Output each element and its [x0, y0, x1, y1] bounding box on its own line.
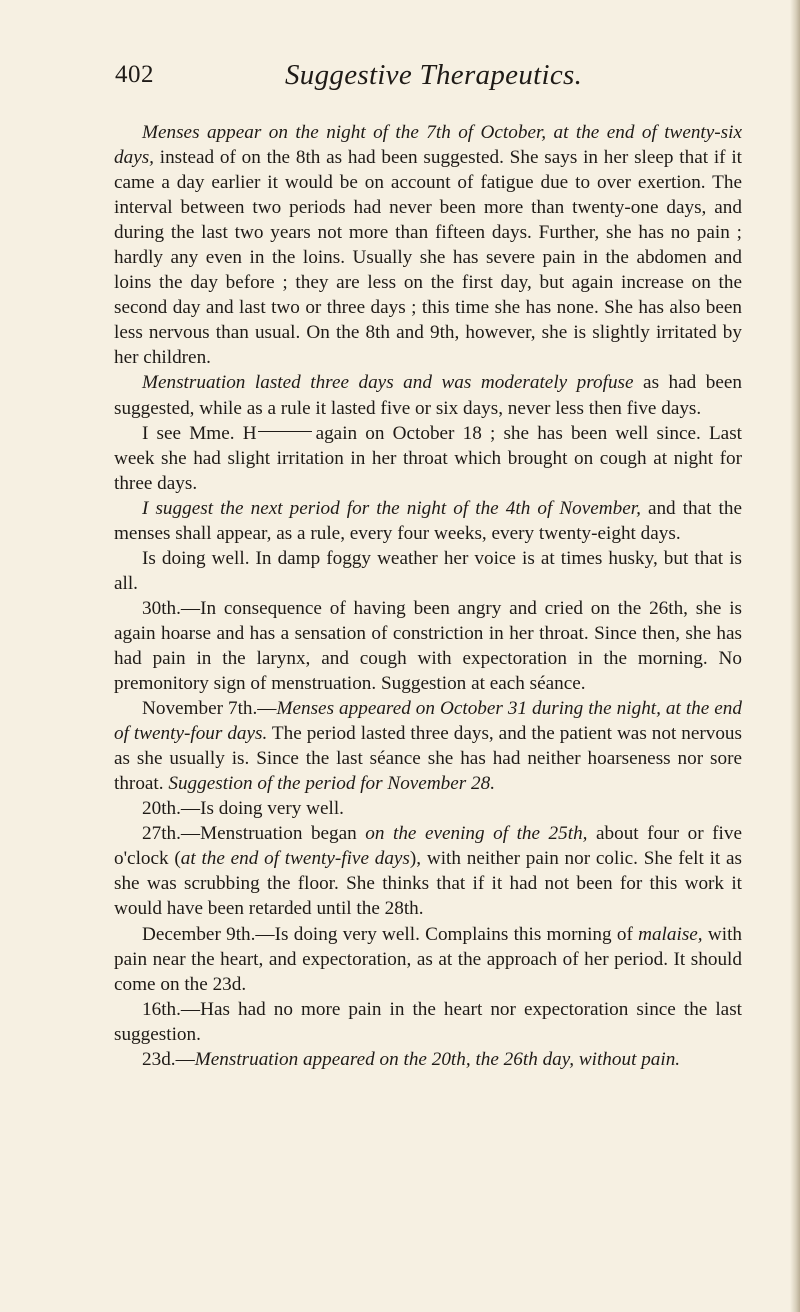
text-run: November 7th.— — [142, 698, 277, 720]
text-run: instead of on the 8th as had been suggested. She says in her sleep that if it came a day earlier it would be on account of fatigue due to over exertion. The interval between two periods had never been more than twenty-one days, and during the last two years not more than fifteen days. Further, she has no pain ; hardly any even in the loins. Usually she has severe pain in the abdomen and loins the day before ; they are less on the first day, but again increase on the second day and last two or three days ; this time she has none. She has also been less nervous than usual. On the 8th and 9th, however, she is slightly irritated by her children. — [114, 147, 742, 369]
page-header — [115, 57, 743, 97]
italic-phrase: Suggestion of the period for November 28. — [168, 773, 496, 795]
paragraph-4 — [114, 496, 742, 546]
text-run: ), with neither pain nor colic. She felt it as she was scrubbing the floor. She thinks that if it had not been for this work it would have been retarded until the 28th. — [114, 848, 743, 920]
text-run: about four or five o'clock ( — [114, 823, 742, 870]
name-redaction-dash — [258, 431, 312, 432]
paragraph-6: 30th.—In consequence of having been angry and cried on the 26th, she is again hoarse and has a sensation of constriction in her throat. Since then, she has had pain in the larynx, and cough with expectoration in the morning. No premonitory sign of menstruation. Suggestion at each séance. — [114, 597, 742, 695]
paragraph-12 — [114, 1047, 742, 1072]
italic-phrase: Menses appeared on October 31 during the night, at the end of twenty-four days. — [114, 698, 742, 745]
paragraph-11: 16th.—Has had no more pain in the heart nor expectoration since the last suggestion. — [114, 998, 742, 1045]
italic-phrase: Menses appear on the night of the 7th of October, at the end of twenty-six days, — [114, 122, 742, 169]
italic-phrase: I suggest the next period for the night of the 4th of November, — [142, 497, 641, 519]
paragraph-7 — [114, 696, 742, 796]
italic-phrase: Menstruation appeared on the 20th, the 26th day, without pain. — [194, 1048, 681, 1070]
italic-phrase: on the evening of the 25th, — [365, 823, 588, 845]
italic-phrase: Menstruation lasted three days and was moderately profuse — [142, 372, 634, 394]
paragraph-2 — [114, 370, 742, 420]
text-run: 23d.— — [142, 1048, 195, 1070]
running-title: Suggestive Therapeutics. — [285, 59, 583, 91]
page-number: 402 — [115, 61, 154, 88]
paragraph-10 — [114, 922, 742, 997]
text-run: again on October 18 ; she has been well since. Last week she had slight irritation in her throat which brought on cough at night for three days. — [114, 422, 742, 494]
text-run: December 9th.—Is doing very well. Complains this morning of — [142, 923, 639, 945]
italic-phrase: at the end of twenty-five days — [180, 848, 410, 870]
text-run: I see Mme. H — [142, 422, 257, 444]
text-run: as had been suggested, while as a rule it lasted five or six days, never less then five days. — [114, 372, 742, 419]
text-run: and that the menses shall appear, as a rule, every four weeks, every twenty-eight days. — [114, 497, 742, 544]
paragraph-9 — [114, 821, 742, 921]
page-edge-shadow — [790, 0, 800, 1312]
body-text — [114, 120, 742, 1072]
paragraph-3 — [114, 421, 742, 496]
text-run: 27th.—Menstruation began — [142, 823, 366, 845]
paragraph-5: Is doing well. In damp foggy weather her voice is at times husky, but that is all. — [114, 547, 742, 594]
paragraph-8: 20th.—Is doing very well. — [142, 798, 344, 820]
text-run: The period lasted three days, and the patient was not nervous as she usually is. Since the last séance she has had neither hoarseness nor sore throat. — [114, 723, 742, 795]
paragraph-1 — [114, 120, 742, 370]
text-run: with pain near the heart, and expectoration, as at the approach of her period. It should come on the 23d. — [114, 923, 742, 995]
italic-phrase: malaise, — [638, 923, 703, 945]
